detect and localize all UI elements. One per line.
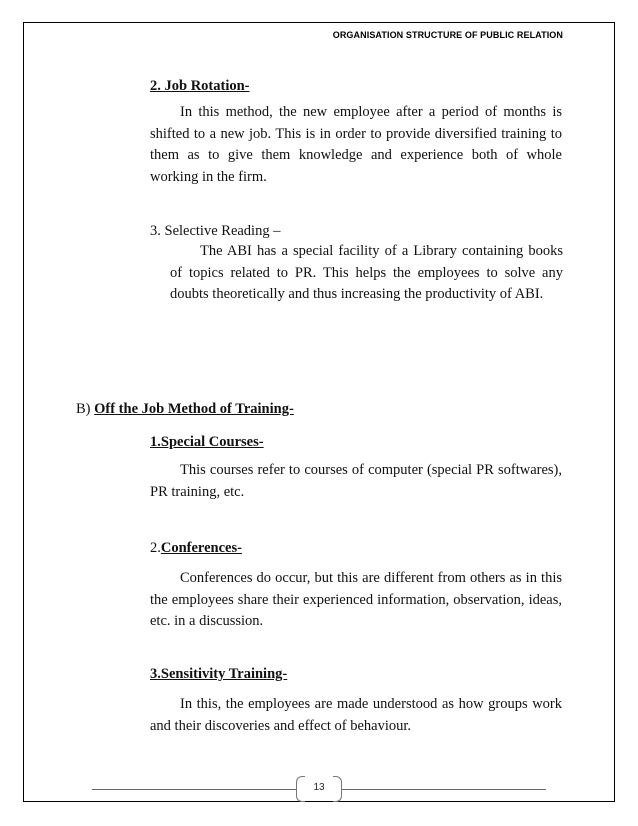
conferences-heading: Conferences- <box>160 540 242 556</box>
page-number: 13 <box>313 782 325 793</box>
conferences-prefix: 2. <box>150 540 161 556</box>
job-rotation-text: In this method, the new employee after a period of months is shifted to a new job. This is in order to provide diversified training to them as to give them knowledge and experience both of whole working in the firm. <box>150 104 562 185</box>
off-job-section-title <box>76 401 294 418</box>
conferences-title <box>150 540 242 557</box>
special-courses-text: This courses refer to courses of computer (special PR softwares), PR training, etc. <box>150 462 562 500</box>
running-header: ORGANISATION STRUCTURE OF PUBLIC RELATION <box>332 30 563 40</box>
footer-rule-right <box>342 789 546 790</box>
off-job-prefix: B) <box>76 401 95 417</box>
job-rotation-heading: 2. Job Rotation- <box>150 78 250 94</box>
footer-rule-left <box>92 789 296 790</box>
page-number-box <box>296 776 342 802</box>
special-courses-heading: 1.Special Courses- <box>150 434 264 450</box>
conferences-text: Conferences do occur, but this are different from others as in this the employees share their experienced information, observation, ideas, etc. in a discussion. <box>150 570 562 629</box>
selective-reading-heading: 3. Selective Reading – <box>150 223 281 239</box>
sensitivity-training-text: In this, the employees are made understood as how groups work and their discoveries and effect of behaviour. <box>150 696 562 734</box>
off-job-heading: Off the Job Method of Training- <box>94 401 294 417</box>
sensitivity-training-heading: 3.Sensitivity Training- <box>150 666 288 682</box>
selective-reading-text: The ABI has a special facility of a Library containing books of topics related to PR. This helps the employees to solve any doubts theoretically and thus increasing the productivity of ABI. <box>170 243 563 302</box>
